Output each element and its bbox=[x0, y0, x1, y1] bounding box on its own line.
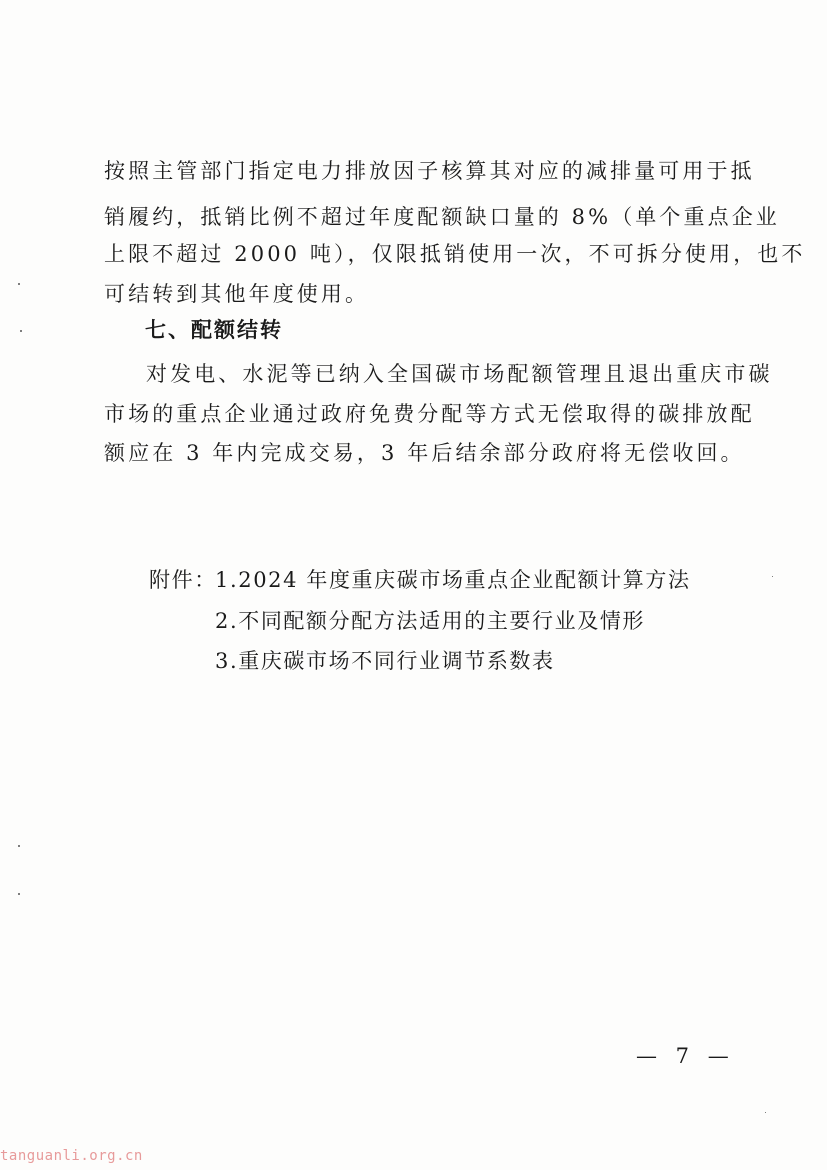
scan-speck bbox=[772, 576, 773, 577]
scan-speck bbox=[765, 1112, 766, 1113]
scan-speck bbox=[20, 330, 22, 332]
paragraph-line: 对发电、水泥等已纳入全国碳市场配额管理且退出重庆市碳 bbox=[146, 362, 773, 386]
scan-speck bbox=[18, 283, 20, 285]
watermark-text: tanguanli.org.cn bbox=[0, 1148, 143, 1164]
paragraph-line: 按照主管部门指定电力排放因子核算其对应的减排量可用于抵 bbox=[104, 159, 755, 183]
page-number: — 7 — bbox=[636, 1044, 735, 1068]
scan-speck bbox=[18, 845, 20, 847]
section-heading: 七、配额结转 bbox=[145, 318, 283, 342]
attachment-item: 1.2024 年度重庆碳市场重点企业配额计算方法 bbox=[215, 568, 691, 592]
paragraph-line: 市场的重点企业通过政府免费分配等方式无偿取得的碳排放配 bbox=[104, 402, 755, 426]
attachment-item: 3.重庆碳市场不同行业调节系数表 bbox=[215, 649, 555, 673]
attachments-label: 附件： bbox=[149, 568, 217, 592]
paragraph-line: 销履约，抵销比例不超过年度配额缺口量的 8%（单个重点企业 bbox=[104, 205, 780, 229]
paragraph-line: 额应在 3 年内完成交易，3 年后结余部分政府将无偿收回。 bbox=[104, 441, 745, 465]
attachment-item: 2.不同配额分配方法适用的主要行业及情形 bbox=[215, 609, 646, 633]
scan-speck bbox=[18, 893, 20, 895]
paragraph-line: 上限不超过 2000 吨），仅限抵销使用一次，不可拆分使用，也不 bbox=[104, 242, 806, 266]
paragraph-line: 可结转到其他年度使用。 bbox=[104, 282, 370, 306]
